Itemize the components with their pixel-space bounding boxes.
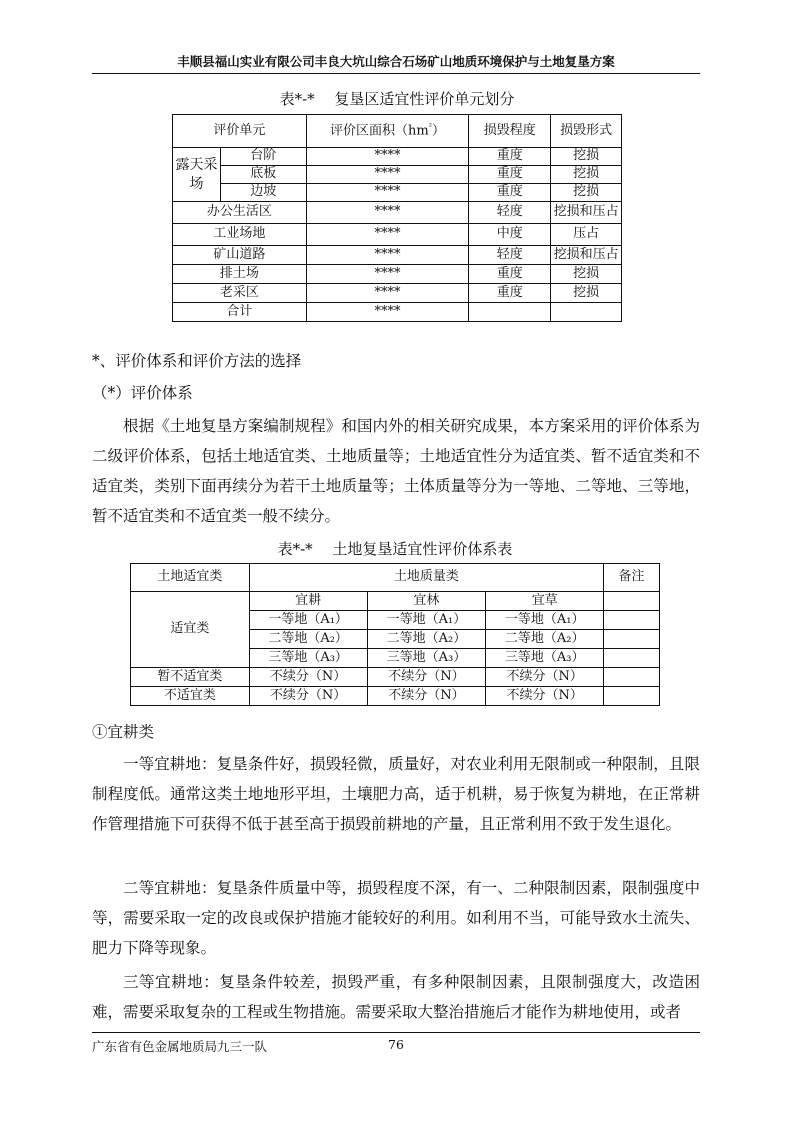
row-degree: 重度 — [469, 166, 551, 184]
section-heading: *、评价体系和评价方法的选择 — [92, 352, 302, 370]
header-remarks: 备注 — [604, 564, 660, 592]
row-form: 压占 — [551, 224, 622, 246]
row-area: **** — [306, 224, 469, 246]
row-degree: 轻度 — [469, 202, 551, 224]
row-unit: 边坡 — [220, 184, 306, 202]
page-header: 丰顺县福山实业有限公司丰良大坑山综合石场矿山地质环境保护与土地复垦方案 — [92, 52, 700, 74]
row-area: **** — [306, 284, 469, 303]
no-subdivision-cell: 不续分（N） — [367, 668, 486, 687]
item-heading: ①宜耕类 — [92, 723, 155, 741]
no-subdivision-cell: 不续分（N） — [486, 668, 604, 687]
row-degree: 中度 — [469, 224, 551, 246]
row-area: **** — [306, 184, 469, 202]
grade-cell: 二等地（A₂） — [486, 630, 604, 649]
grade-cell: 三等地（A₃） — [249, 649, 367, 668]
grade1-paragraph: 一等宜耕地：复垦条件好，损毁轻微，质量好，对农业利用无限制或一种限制，且限制程度低。通常这类土地地形平坦，土壤肥力高，适于机耕，易于恢复为耕地，在正常耕作管理措施下可获得不低于甚至高于损毁前耕地的产量，且正常利用不致于发生退化。 — [92, 755, 700, 833]
row-form: 挖损 — [551, 284, 622, 303]
row-form: 挖损 — [551, 184, 622, 202]
grade-cell: 三等地（A₃） — [486, 649, 604, 668]
row-form: 挖损和压占 — [551, 202, 622, 224]
row-degree: 重度 — [469, 184, 551, 202]
subheader-grass: 宜草 — [486, 592, 604, 611]
grade-cell: 二等地（A₂） — [249, 630, 367, 649]
row-form: 挖损 — [551, 265, 622, 284]
row-unit: 排土场 — [173, 265, 307, 284]
row-area: **** — [306, 246, 469, 265]
page-number: 76 — [388, 1037, 404, 1052]
no-subdivision-cell: 不续分（N） — [486, 687, 604, 706]
remarks-cell — [604, 649, 660, 668]
row-degree: 重度 — [469, 265, 551, 284]
remarks-cell — [604, 668, 660, 687]
row-unit: 办公生活区 — [173, 202, 307, 224]
grade-cell: 三等地（A₃） — [367, 649, 486, 668]
subheader-forest: 宜林 — [367, 592, 486, 611]
row-degree: 重度 — [469, 284, 551, 303]
header-unit: 评价单元 — [173, 115, 307, 148]
header-land-quality: 土地质量类 — [249, 564, 603, 592]
remarks-cell — [604, 611, 660, 630]
row-form: 挖损 — [551, 148, 622, 166]
page-footer — [92, 1032, 700, 1053]
remarks-cell — [604, 592, 660, 611]
grade-cell: 一等地（A₁） — [249, 611, 367, 630]
suitable-class-label: 适宜类 — [131, 592, 250, 668]
header-degree: 损毁程度 — [469, 115, 551, 148]
temporarily-unsuitable-label: 暂不适宜类 — [131, 668, 250, 687]
row-area: **** — [306, 265, 469, 284]
row-unit: 老采区 — [173, 284, 307, 303]
row-degree: 重度 — [469, 148, 551, 166]
unit-division-table — [172, 114, 622, 322]
row-degree: 轻度 — [469, 246, 551, 265]
no-subdivision-cell: 不续分（N） — [249, 668, 367, 687]
header-area: 评价区面积$(hm^{^2})$ — [306, 115, 469, 148]
grade-cell: 一等地（A₁） — [367, 611, 486, 630]
row-unit: 底板 — [220, 166, 306, 184]
header-form: 损毁形式 — [551, 115, 622, 148]
subsection-heading: （*）评价体系 — [92, 384, 193, 402]
grade-cell: 二等地（A₂） — [367, 630, 486, 649]
no-subdivision-cell: 不续分（N） — [249, 687, 367, 706]
grade-cell: 一等地（A₁） — [486, 611, 604, 630]
row-form: 挖损 — [551, 166, 622, 184]
subheader-arable: 宜耕 — [249, 592, 367, 611]
row-form: 挖损和压占 — [551, 246, 622, 265]
suitability-system-table — [130, 563, 660, 706]
row-area: **** — [306, 148, 469, 166]
remarks-cell — [604, 630, 660, 649]
row-unit: 台阶 — [220, 148, 306, 166]
footer-organization: 广东省有色金属地质局九三一队 — [92, 1039, 268, 1054]
remarks-cell — [604, 687, 660, 706]
row-degree — [469, 303, 551, 322]
no-subdivision-cell: 不续分（N） — [367, 687, 486, 706]
group-label-open-pit: 露天采场 — [173, 148, 221, 202]
unsuitable-label: 不适宜类 — [131, 687, 250, 706]
table1-caption: 表*-* 复垦区适宜性评价单元划分 — [279, 90, 515, 108]
header-land-suitability: 土地适宜类 — [131, 564, 250, 592]
grade2-paragraph: 二等宜耕地：复垦条件质量中等，损毁程度不深，有一、二种限制因素，限制强度中等，需要采取一定的改良或保护措施才能较好的利用。如利用不当，可能导致水土流失、肥力下降等现象。 — [92, 879, 700, 957]
row-unit: 工业场地 — [173, 224, 307, 246]
grade3-paragraph: 三等宜耕地：复垦条件较差，损毁严重，有多种限制因素，且限制强度大，改造困难，需要采取复杂的工程或生物措施。需要采取大整治措施后才能作为耕地使用，或者 — [92, 973, 700, 1021]
row-unit: 矿山道路 — [173, 246, 307, 265]
row-total-label: 合计 — [173, 303, 307, 322]
evaluation-system-paragraph: 根据《土地复垦方案编制规程》和国内外的相关研究成果，本方案采用的评价体系为二级评价体系，包括土地适宜类、土地质量等；土地适宜性分为适宜类、暂不适宜类和不适宜类，类别下面再续分为若干土地质量等；土体质量等分为一等地、二等地、三等地，暂不适宜类和不适宜类一般不续分。 — [92, 417, 700, 525]
table2-caption: 表*-* 土地复垦适宜性评价体系表 — [277, 540, 513, 558]
row-form — [551, 303, 622, 322]
row-area: **** — [306, 202, 469, 224]
row-total-area: **** — [306, 303, 469, 322]
row-area: **** — [306, 166, 469, 184]
